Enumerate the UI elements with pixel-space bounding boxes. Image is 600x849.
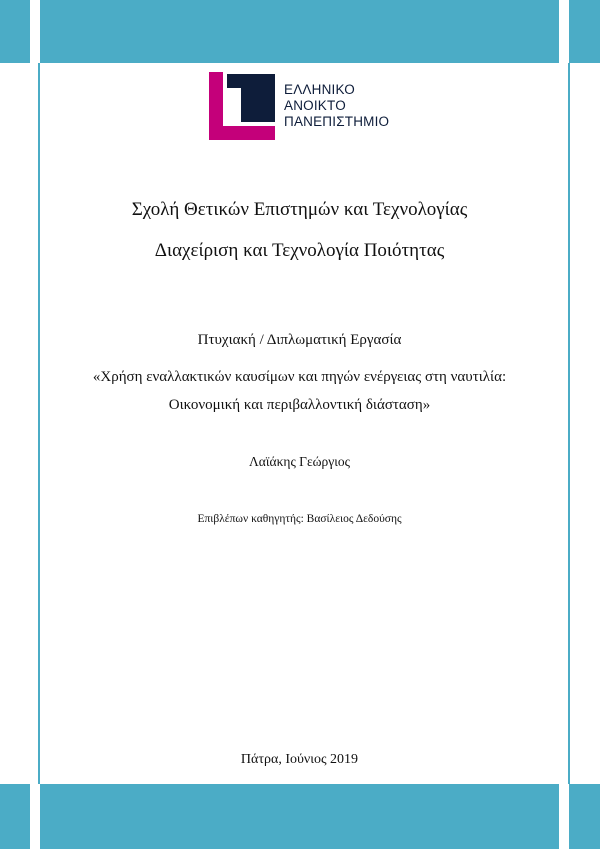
logo-line-3: ΠΑΝΕΠΙΣΤΗΜΙΟ xyxy=(284,114,390,129)
frame-top-right-block xyxy=(569,0,600,63)
logo-line-1: ΕΛΛΗΝΙΚΟ xyxy=(284,82,355,97)
university-logo-mark-icon xyxy=(207,70,279,142)
supervisor-line: Επιβλέπων καθηγητής: Βασίλειος Δεδούσης xyxy=(197,513,402,525)
frame-right-line xyxy=(568,63,570,784)
frame-bottom-right-block xyxy=(569,784,600,849)
thesis-type: Πτυχιακή / Διπλωματική Εργασία xyxy=(197,332,402,348)
frame-top-band xyxy=(40,0,559,63)
frame-bottom-band xyxy=(40,784,559,849)
program-name: Διαχείριση και Τεχνολογία Ποιότητας xyxy=(154,240,445,261)
university-logo xyxy=(207,70,407,142)
school-name: Σχολή Θετικών Επιστημών και Τεχνολογίας xyxy=(131,199,468,220)
frame-top-left-block xyxy=(0,0,30,63)
thesis-title-line-2: Οικονομική και περιβαλλοντική διάσταση» xyxy=(168,397,431,413)
university-logo-text xyxy=(284,82,389,130)
author-name: Λαϊάκης Γεώργιος xyxy=(249,454,350,469)
frame-left-line xyxy=(38,63,40,784)
frame-bottom-left-block xyxy=(0,784,30,849)
place-and-date: Πάτρα, Ιούνιος 2019 xyxy=(240,752,359,767)
thesis-title-line-1: «Χρήση εναλλακτικών καυσίμων και πηγών ενέργειας στη ναυτιλία: xyxy=(92,369,507,385)
logo-line-2: ΑΝΟΙΚΤΟ xyxy=(284,98,346,113)
